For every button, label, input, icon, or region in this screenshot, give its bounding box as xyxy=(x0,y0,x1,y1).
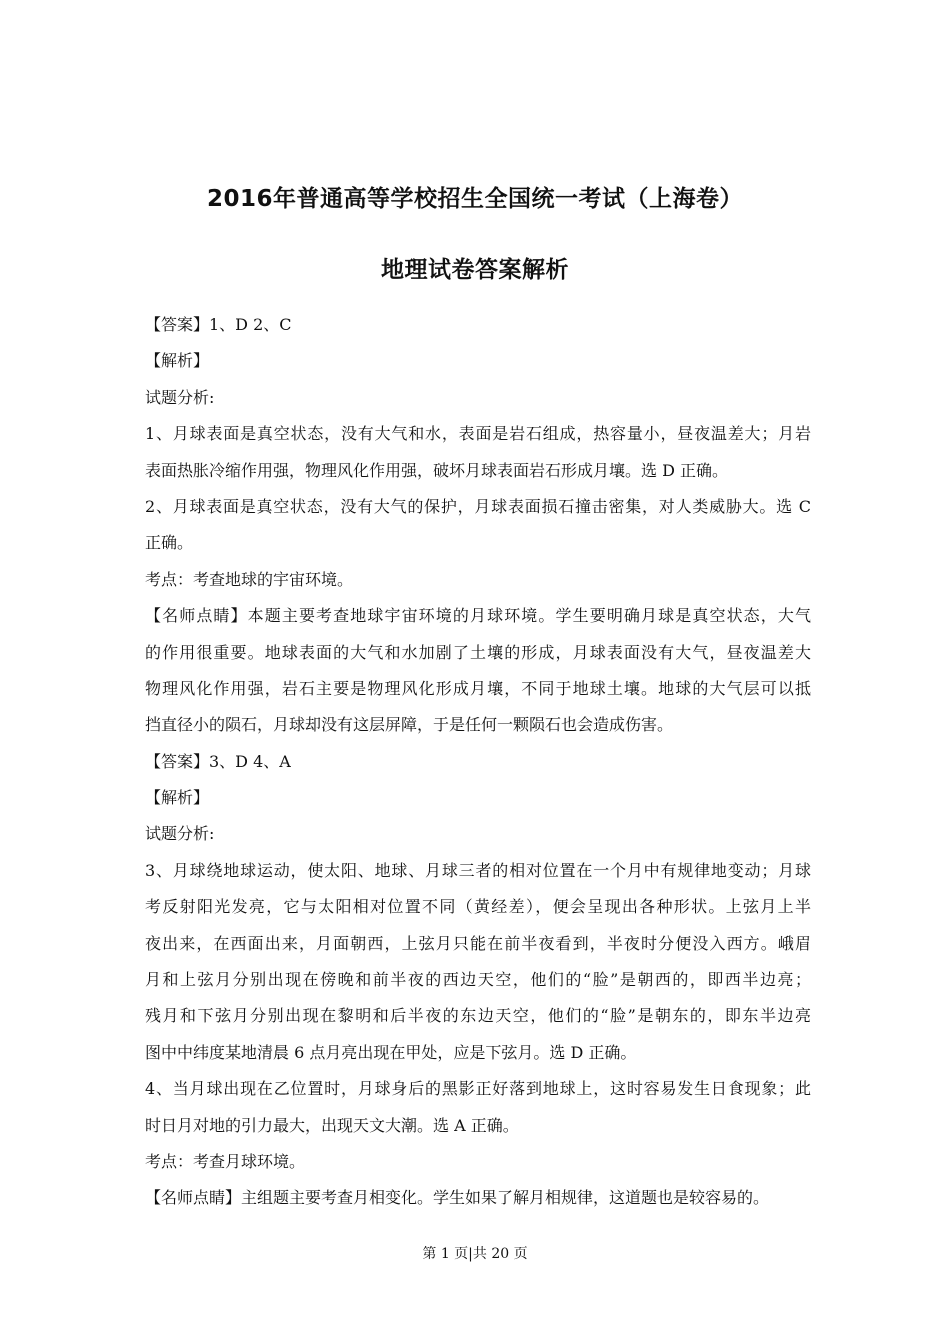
text-line: 正确。 xyxy=(145,533,194,553)
text-line: 表面热胀冷缩作用强，物理风化作用强，破坏月球表面岩石形成月壤。选 D 正确。 xyxy=(145,460,729,480)
text-line: 【解析】 xyxy=(145,788,210,808)
text-line: 夜出来，在西面出来，月面朝西，上弦月只能在前半夜看到，半夜时分便没入西方。峨眉 xyxy=(145,933,811,953)
text-line: 残月和下弦月分别出现在黎明和后半夜的东边天空，他们的“脸”是朝东的，即东半边亮 xyxy=(145,1006,811,1026)
text-line: 考点：考查月球环境。 xyxy=(145,1151,306,1171)
text-line: 挡直径小的陨石，月球却没有这层屏障，于是任何一颗陨石也会造成伤害。 xyxy=(145,715,674,735)
document-subtitle: 地理试卷答案解析 xyxy=(381,257,569,283)
text-line: 月和上弦月分别出现在傍晚和前半夜的西边天空，他们的“脸”是朝西的，即西半边亮； xyxy=(145,970,811,990)
text-line: 时日月对地的引力最大，出现天文大潮。选 A 正确。 xyxy=(145,1115,519,1135)
document-title: 2016年普通高等学校招生全国统一考试（上海卷） xyxy=(206,186,743,212)
text-line: 2、月球表面是真空状态，没有大气的保护，月球表面损石撞击密集，对人类威胁大。选 C xyxy=(145,496,811,516)
page-footer: 第 1 页|共 20 页 xyxy=(422,1246,528,1262)
text-line: 考反射阳光发亮，它与太阳相对位置不同（黄经差），便会呈现出各种形状。上弦月上半 xyxy=(145,897,811,917)
text-line: 的作用很重要。地球表面的大气和水加剧了土壤的形成，月球表面没有大气，昼夜温差大 xyxy=(145,642,811,662)
text-line: 【名师点睛】本题主要考查地球宇宙环境的月球环境。学生要明确月球是真空状态，大气 xyxy=(145,606,811,626)
text-line: 图中中纬度某地清晨 6 点月亮出现在甲处，应是下弦月。选 D 正确。 xyxy=(145,1042,637,1062)
text-line: 4、当月球出现在乙位置时，月球身后的黑影正好落到地球上，这时容易发生日食现象；此 xyxy=(145,1079,811,1099)
text-line: 【答案】3、D 4、A xyxy=(145,751,291,771)
text-line: 【名师点睛】主组题主要考查月相变化。学生如果了解月相规律，这道题也是较容易的。 xyxy=(145,1188,770,1208)
document-body xyxy=(145,307,811,1217)
text-line: 试题分析: xyxy=(145,387,215,407)
text-line: 考点：考查地球的宇宙环境。 xyxy=(145,569,354,589)
text-line: 【解析】 xyxy=(145,351,210,371)
text-line: 3、月球绕地球运动，使太阳、地球、月球三者的相对位置在一个月中有规律地变动；月球 xyxy=(145,860,811,880)
text-line: 物理风化作用强，岩石主要是物理风化形成月壤，不同于地球土壤。地球的大气层可以抵 xyxy=(145,678,811,698)
text-line: 【答案】1、D 2、C xyxy=(145,315,292,334)
text-line: 试题分析: xyxy=(145,824,215,844)
text-line: 1、月球表面是真空状态，没有大气和水，表面是岩石组成，热容量小，昼夜温差大；月岩 xyxy=(145,424,811,444)
